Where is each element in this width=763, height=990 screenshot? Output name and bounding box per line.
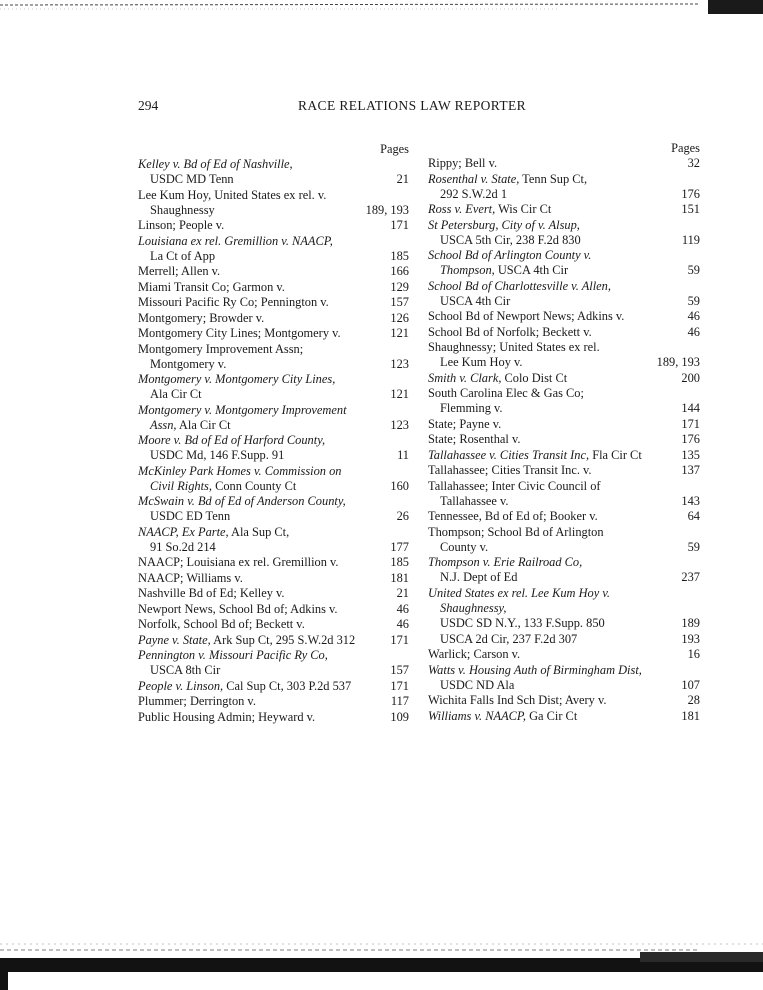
entry-line	[428, 601, 700, 616]
entry-text: School Bd of Newport News; Adkins v.	[428, 309, 625, 323]
index-entry	[138, 617, 409, 632]
entry-text: Montgomery City Lines; Montgomery v.	[138, 326, 341, 340]
entry-line	[428, 494, 700, 509]
entry-line	[138, 602, 409, 617]
entry-line	[138, 540, 409, 555]
page-reference: 26	[396, 509, 409, 523]
entry-line	[428, 172, 700, 187]
entry-text: Tenn Sup Ct,	[519, 171, 588, 186]
case-name-italic: School Bd of Charlottesville v. Allen,	[428, 278, 611, 293]
page-reference: 119	[681, 232, 700, 247]
entry-line	[138, 571, 409, 586]
entry-text: Ark Sup Ct, 295 S.W.2d 312	[210, 632, 356, 647]
case-name-italic: Pennington v. Missouri Pacific Ry Co,	[138, 648, 328, 662]
entry-text: Cal Sup Ct, 303 P.2d 537	[223, 678, 352, 693]
entry-text: 91 So.2d 214	[150, 539, 216, 554]
index-entry	[138, 326, 409, 341]
entry-text: USDC Md, 146 F.Supp. 91	[150, 448, 285, 462]
entry-line	[428, 371, 700, 386]
entry-text: Merrell; Allen v.	[138, 264, 221, 278]
page-reference: 126	[390, 310, 409, 325]
case-name-italic: Montgomery v. Montgomery City Lines,	[138, 372, 336, 386]
page-reference: 16	[687, 647, 700, 661]
entry-text: La Ct of App	[150, 248, 216, 263]
entry-line	[428, 586, 700, 601]
page-reference: 171	[390, 678, 409, 693]
entry-line	[428, 386, 700, 401]
page-reference: 64	[687, 509, 700, 523]
page-reference: 177	[390, 539, 409, 554]
entry-line	[428, 632, 700, 647]
page-reference: 121	[390, 387, 409, 401]
page-reference: 123	[390, 356, 409, 371]
page-reference: 157	[390, 663, 409, 677]
index-entry	[138, 710, 409, 725]
index-entry	[138, 648, 409, 678]
index-entry	[138, 555, 409, 570]
index-entry	[428, 432, 700, 447]
index-entry	[138, 633, 409, 648]
entry-text: Public Housing Admin; Heyward v.	[138, 709, 316, 724]
entry-line	[428, 509, 700, 524]
entry-text: Warlick; Carson v.	[428, 647, 521, 661]
entry-line	[428, 663, 700, 678]
index-entry	[428, 417, 700, 432]
entry-line	[428, 432, 700, 447]
index-entry	[428, 172, 700, 202]
page-reference: 46	[687, 309, 700, 323]
index-entry	[138, 218, 409, 233]
index-entry	[428, 386, 700, 416]
index-entry	[428, 632, 700, 647]
entry-line	[138, 617, 409, 632]
case-name-italic: NAACP, Ex Parte,	[138, 524, 229, 539]
entry-line	[428, 233, 700, 248]
case-name-italic: McKinley Park Homes v. Commission on	[138, 463, 342, 478]
case-name-italic: Civil Rights,	[150, 478, 212, 493]
index-entry	[138, 157, 409, 187]
page-reference: 135	[681, 447, 700, 462]
entry-text: Tallahassee; Cities Transit Inc. v.	[428, 463, 592, 477]
case-name-italic: Smith v. Clark,	[428, 370, 502, 385]
entry-text: NAACP; Williams v.	[138, 570, 243, 585]
page-reference: 123	[390, 417, 409, 432]
entry-text: Shaughnessy	[150, 202, 215, 217]
entry-line	[428, 218, 700, 233]
entry-line	[138, 509, 409, 524]
entry-text: Colo Dist Ct	[501, 370, 568, 385]
entry-line	[138, 679, 409, 694]
entry-text: Newport News, School Bd of; Adkins v.	[138, 601, 338, 616]
entry-line	[428, 709, 700, 724]
entry-line	[428, 156, 700, 171]
entry-line	[428, 540, 700, 555]
scan-edge-top	[0, 0, 763, 22]
index-entry	[138, 679, 409, 694]
pages-column-label: Pages	[380, 142, 409, 156]
page-reference: 176	[681, 186, 700, 201]
index-entry	[138, 311, 409, 326]
entry-text: Nashville Bd of Ed; Kelley v.	[138, 586, 285, 600]
index-entry	[138, 264, 409, 279]
case-name-italic: Thompson v. Erie Railroad Co,	[428, 555, 583, 569]
entry-text: Thompson; School Bd of Arlington	[428, 524, 604, 539]
index-entry	[138, 586, 409, 601]
index-entry	[428, 248, 700, 278]
entry-text: Montgomery v.	[150, 356, 227, 371]
index-entry	[428, 156, 700, 171]
entry-line	[138, 555, 409, 570]
entry-line	[138, 172, 409, 187]
entry-line	[428, 525, 700, 540]
entry-line	[138, 418, 409, 433]
index-entry	[428, 479, 700, 509]
entry-text: Tallahassee v.	[440, 493, 509, 508]
pages-column-label: Pages	[671, 141, 700, 155]
entry-text: Conn County Ct	[211, 478, 297, 493]
entry-line	[428, 448, 700, 463]
entry-text: Miami Transit Co; Garmon v.	[138, 279, 285, 294]
case-name-italic: Louisiana ex rel. Gremillion v. NAACP,	[138, 233, 333, 248]
index-entry	[428, 309, 700, 324]
entry-line	[138, 357, 409, 372]
entry-line	[428, 616, 700, 631]
entry-line	[428, 309, 700, 324]
entry-text: Montgomery Improvement Assn;	[138, 341, 304, 356]
index-entry	[138, 694, 409, 709]
entry-text: County v.	[440, 539, 489, 554]
index-entry	[428, 202, 700, 217]
page-number: 294	[138, 98, 159, 113]
entry-text: State; Payne v.	[428, 416, 502, 431]
index-entry	[428, 525, 700, 555]
index-entry	[428, 693, 700, 708]
entry-line	[428, 463, 700, 478]
entry-line	[428, 325, 700, 340]
entry-text: South Carolina Elec & Gas Co;	[428, 386, 584, 400]
index-entry	[428, 647, 700, 662]
case-name-italic: School Bd of Arlington County v.	[428, 248, 592, 262]
index-entry	[428, 371, 700, 386]
case-name-italic: Payne v. State,	[138, 632, 211, 647]
entry-text: USCA 2d Cir, 237 F.2d 307	[440, 631, 578, 646]
index-entry	[138, 280, 409, 295]
page-reference: 137	[681, 463, 700, 477]
page-reference: 185	[390, 248, 409, 263]
case-name-italic: Tallahassee v. Cities Transit Inc,	[428, 447, 590, 462]
index-column-right	[428, 141, 700, 724]
entry-line	[138, 342, 409, 357]
entry-line	[428, 279, 700, 294]
entry-line	[138, 264, 409, 279]
page-reference: 166	[390, 264, 409, 278]
entry-line	[138, 234, 409, 249]
index-entry	[428, 340, 700, 370]
index-entry	[428, 509, 700, 524]
index-column-left	[138, 142, 409, 725]
scan-edge-bottom	[0, 942, 763, 990]
index-entry	[138, 571, 409, 586]
index-entry	[428, 555, 700, 585]
entry-text: Wis Cir Ct	[495, 202, 552, 216]
entry-text: USDC ND Ala	[440, 677, 515, 692]
entry-text: Ga Cir Ct	[525, 708, 578, 723]
entry-text: Flemming v.	[440, 401, 503, 415]
entry-line	[138, 464, 409, 479]
index-entry	[138, 188, 409, 218]
page-reference: 181	[390, 570, 409, 585]
entry-line	[138, 633, 409, 648]
page-reference: 32	[687, 156, 700, 170]
entry-text: USCA 4th Cir	[494, 263, 569, 277]
entry-line	[428, 693, 700, 708]
index-entry	[428, 218, 700, 248]
index-entry	[138, 464, 409, 494]
entry-line	[138, 326, 409, 341]
entry-line	[428, 355, 700, 370]
entry-line	[428, 555, 700, 570]
entry-line	[138, 663, 409, 678]
page-reference: 46	[396, 617, 409, 631]
page-reference: 181	[681, 708, 700, 723]
entry-line	[138, 311, 409, 326]
page-reference: 109	[390, 709, 409, 724]
page-reference: 46	[687, 324, 700, 339]
index-entry	[138, 295, 409, 310]
page-reference: 237	[681, 570, 700, 584]
entry-line	[138, 188, 409, 203]
entry-text: Ala Cir Ct	[150, 387, 202, 401]
entry-text: Linson; People v.	[138, 218, 225, 232]
case-name-italic: Williams v. NAACP,	[428, 708, 526, 723]
case-name-italic: Thompson,	[440, 263, 495, 277]
entry-line	[428, 401, 700, 416]
page-reference: 59	[687, 263, 700, 277]
case-name-italic: People v. Linson,	[138, 678, 224, 693]
page-reference: 189	[681, 616, 700, 630]
index-entry	[138, 433, 409, 463]
entry-text: Shaughnessy; United States ex rel.	[428, 340, 600, 354]
entry-text: 292 S.W.2d 1	[440, 186, 508, 201]
page-reference: 160	[390, 478, 409, 493]
entry-line	[138, 280, 409, 295]
page-reference: 200	[681, 370, 700, 385]
case-name-italic: Watts v. Housing Auth of Birmingham Dist,	[428, 662, 642, 677]
entry-line	[428, 294, 700, 309]
entry-text: Tallahassee; Inter Civic Council of	[428, 478, 601, 493]
page-reference: 185	[390, 555, 409, 569]
page-reference: 121	[390, 326, 409, 340]
entry-text: Norfolk, School Bd of; Beckett v.	[138, 617, 305, 631]
entry-line	[138, 218, 409, 233]
entry-text: USDC MD Tenn	[150, 172, 234, 186]
entry-line	[428, 647, 700, 662]
index-entry	[138, 525, 409, 555]
case-name-italic: Montgomery v. Montgomery Improvement	[138, 402, 347, 417]
entry-text: USDC ED Tenn	[150, 509, 231, 523]
index-entry	[138, 342, 409, 372]
page-reference: 171	[390, 632, 409, 647]
entry-text: Tennessee, Bd of Ed of; Booker v.	[428, 509, 598, 523]
entry-line	[138, 249, 409, 264]
entry-line	[138, 157, 409, 172]
entry-text: Wichita Falls Ind Sch Dist; Avery v.	[428, 693, 607, 707]
entry-text: Montgomery; Browder v.	[138, 310, 265, 325]
entry-line	[138, 203, 409, 218]
index-entry	[428, 448, 700, 463]
entry-line	[138, 295, 409, 310]
entry-text: USCA 4th Cir	[440, 293, 511, 308]
entry-line	[428, 202, 700, 217]
page-reference: 193	[681, 631, 700, 646]
page-reference: 107	[681, 677, 700, 692]
page-reference: 21	[396, 586, 409, 600]
index-entry	[428, 616, 700, 631]
page-reference: 59	[687, 293, 700, 308]
page-reference: 117	[390, 694, 409, 708]
entry-text: Missouri Pacific Ry Co; Pennington v.	[138, 295, 329, 309]
entry-text: Lee Kum Hoy v.	[440, 355, 523, 369]
page-reference: 171	[681, 416, 700, 431]
index-entry	[428, 586, 700, 616]
entry-text: NAACP; Louisiana ex rel. Gremillion v.	[138, 555, 339, 569]
entry-line	[428, 248, 700, 263]
entry-line	[138, 372, 409, 387]
entry-text: State; Rosenthal v.	[428, 432, 521, 446]
entry-line	[428, 570, 700, 585]
page-reference: 189, 193	[656, 355, 700, 369]
entry-text: USCA 8th Cir	[150, 663, 221, 677]
index-entry	[138, 494, 409, 524]
index-entry	[428, 325, 700, 340]
entry-line	[138, 694, 409, 709]
index-entry	[138, 602, 409, 617]
entry-text: USDC SD N.Y., 133 F.Supp. 850	[440, 616, 605, 630]
entry-line	[138, 479, 409, 494]
entry-line	[428, 417, 700, 432]
entry-text: Ala Cir Ct	[176, 417, 231, 432]
index-entry	[428, 709, 700, 724]
case-name-italic: St Petersburg, City of v. Alsup,	[428, 217, 580, 232]
page-reference: 171	[390, 218, 409, 232]
index-entry	[428, 663, 700, 693]
case-name-italic: Rosenthal v. State,	[428, 171, 520, 186]
entry-line	[138, 648, 409, 663]
page-reference: 59	[687, 539, 700, 554]
entry-text: Ala Sup Ct,	[228, 524, 290, 539]
entry-line	[428, 678, 700, 693]
entry-line	[428, 263, 700, 278]
index-entry	[138, 234, 409, 264]
entry-line	[138, 710, 409, 725]
page-reference: 46	[396, 601, 409, 616]
entry-line	[138, 387, 409, 402]
entry-line	[138, 433, 409, 448]
entry-text: Rippy; Bell v.	[428, 156, 498, 170]
index-entry	[138, 372, 409, 402]
entry-text: N.J. Dept of Ed	[440, 570, 518, 584]
case-name-italic: Assn,	[150, 417, 177, 432]
index-entry	[138, 403, 409, 433]
entry-text: School Bd of Norfolk; Beckett v.	[428, 324, 592, 339]
running-head: RACE RELATIONS LAW REPORTER	[298, 98, 527, 113]
case-name-italic: McSwain v. Bd of Ed of Anderson County,	[138, 494, 346, 508]
page-reference: 11	[397, 448, 409, 462]
case-name-italic: Kelley v. Bd of Ed of Nashville,	[138, 157, 293, 171]
page-reference: 143	[681, 493, 700, 508]
entry-text: Lee Kum Hoy, United States ex rel. v.	[138, 187, 327, 202]
entry-text: Plummer; Derrington v.	[138, 694, 256, 708]
case-name-italic: United States ex rel. Lee Kum Hoy v.	[428, 585, 611, 600]
entry-line	[428, 187, 700, 202]
index-entry	[428, 279, 700, 309]
entry-line	[138, 586, 409, 601]
case-name-italic: Ross v. Evert,	[428, 202, 496, 216]
page-reference: 176	[681, 432, 700, 446]
entry-line	[138, 403, 409, 418]
entry-text: USCA 5th Cir, 238 F.2d 830	[440, 232, 581, 247]
entry-line	[138, 525, 409, 540]
page-reference: 189, 193	[365, 202, 409, 217]
index-entry	[428, 463, 700, 478]
page-reference: 157	[390, 295, 409, 309]
entry-line	[428, 340, 700, 355]
entry-line	[138, 448, 409, 463]
entry-text: Fla Cir Ct	[589, 447, 642, 462]
page-reference: 21	[396, 172, 409, 186]
page-reference: 144	[681, 401, 700, 415]
page-reference: 28	[687, 693, 700, 707]
entry-line	[428, 479, 700, 494]
page-reference: 151	[681, 202, 700, 216]
case-name-italic: Shaughnessy,	[440, 600, 507, 615]
entry-line	[138, 494, 409, 509]
page-reference: 129	[390, 279, 409, 294]
case-name-italic: Moore v. Bd of Ed of Harford County,	[138, 433, 326, 447]
